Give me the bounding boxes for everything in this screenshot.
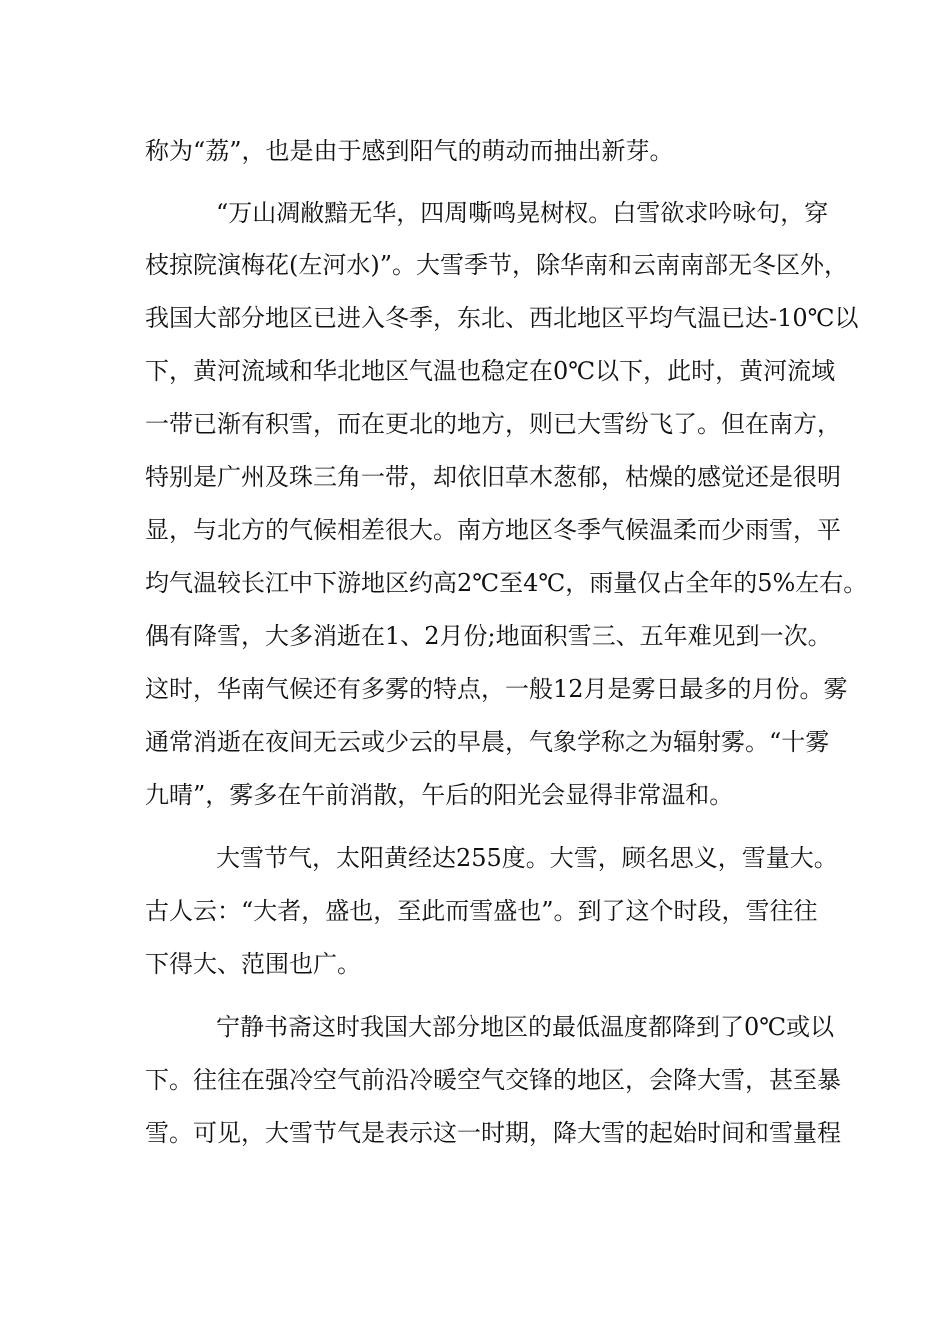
text-line-9: 均气温较长江中下游地区约高2℃至4℃，雨量仅占全年的5%左右。 <box>145 569 868 597</box>
text-line-15: 古人云：“大者，盛也，至此而雪盛也”。到了这个时段，雪往往 <box>145 897 818 925</box>
text-line-2: “万山凋敝黯无华，四周嘶鸣晃树杈。白雪欲求吟咏句，穿 <box>216 199 829 227</box>
text-line-1: 称为“荔”，也是由于感到阳气的萌动而抽出新芽。 <box>145 137 674 165</box>
text-line-17: 宁静书斋这时我国大部分地区的最低温度都降到了0℃或以 <box>216 1013 835 1041</box>
text-line-7: 特别是广州及珠三角一带，却依旧草木葱郁，枯燥的感觉还是很明 <box>145 463 841 491</box>
text-line-11: 这时，华南气候还有多雾的特点，一般12月是雾日最多的月份。雾 <box>145 675 848 703</box>
text-line-3: 枝掠院演梅花(左河水)”。大雪季节，除华南和云南南部无冬区外， <box>145 251 848 279</box>
text-line-12: 通常消逝在夜间无云或少云的早晨，气象学称之为辐射雾。“十雾 <box>145 728 830 756</box>
text-line-5: 下，黄河流域和华北地区气温也稳定在0℃以下，此时，黄河流域 <box>145 357 836 385</box>
text-line-18: 下。往往在强冷空气前沿冷暖空气交锋的地区，会降大雪，甚至暴 <box>145 1066 841 1094</box>
text-line-4: 我国大部分地区已进入冬季，东北、西北地区平均气温已达-10℃以 <box>145 304 859 332</box>
text-line-13: 九晴”，雾多在午前消散，午后的阳光会显得非常温和。 <box>145 781 734 809</box>
text-line-10: 偶有降雪，大多消逝在1、2月份;地面积雪三、五年难见到一次。 <box>145 622 832 650</box>
text-line-8: 显，与北方的气候相差很大。南方地区冬季气候温柔而少雨雪，平 <box>145 516 841 544</box>
text-line-16: 下得大、范围也广。 <box>145 950 361 978</box>
text-line-6: 一带已渐有积雪，而在更北的地方，则已大雪纷飞了。但在南方， <box>145 410 841 438</box>
text-line-14: 大雪节气，太阳黄经达255度。大雪，顾名思义，雪量大。 <box>216 844 838 872</box>
text-line-19: 雪。可见，大雪节气是表示这一时期，降大雪的起始时间和雪量程 <box>145 1119 841 1147</box>
